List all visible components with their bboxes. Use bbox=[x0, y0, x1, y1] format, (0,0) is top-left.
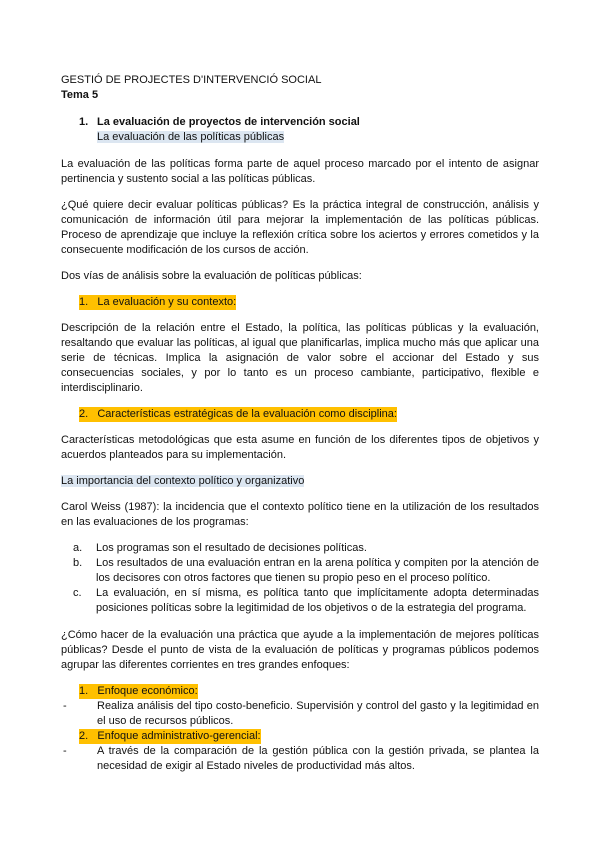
paragraph-2: ¿Qué quiere decir evaluar políticas públicas? Es la práctica integral de construcción, análisis y comunicación de información útil para mejorar la implementación de las políticas públicas. Proceso de aprendizaje que incluye la reflexión crítica sobre los aciertos y errores cometidos y la consecuente modificación de los cursos de acción. bbox=[61, 199, 539, 256]
paragraph-5: Características metodológicas que esta asume en función de los diferentes tipos de objetivos y acuerdos planteados para su implementación. bbox=[61, 434, 539, 461]
enfoque-1-desc-text: Realiza análisis del tipo costo-beneficio. Supervisión y control del gasto y la legitimidad en el uso de recursos públicos. bbox=[97, 700, 539, 727]
list-item bbox=[73, 586, 539, 616]
section-heading bbox=[79, 115, 539, 130]
list-item bbox=[73, 556, 539, 586]
dash-marker: - bbox=[63, 745, 67, 757]
document-content bbox=[61, 73, 539, 774]
subheading-1-wrap bbox=[97, 130, 539, 145]
weiss-list bbox=[61, 541, 539, 616]
list-text: La evaluación, en sí misma, es política tanto que implícitamente adopta determinadas posiciones políticas sobre la legitimidad de los objetivos o de la estrategia del programa. bbox=[96, 587, 539, 614]
paragraph-4: Descripción de la relación entre el Estado, la política, las políticas públicas y la evaluación, resaltando que evaluar las políticas, al igual que planificarlas, implica mucho más que aplicar una serie de técnicas. Implica la asignación de valor sobre el accionar del Estado y sus consecuencias sociales, y por lo tanto es un proceso cambiante, participativo, flexible e interdisciplinario. bbox=[61, 322, 539, 394]
via-1-number: 1. bbox=[79, 296, 89, 308]
list-marker: a. bbox=[73, 542, 83, 554]
list-marker: c. bbox=[73, 587, 82, 599]
enfoque-2-number: 2. bbox=[79, 730, 89, 742]
enfoque-1-number: 1. bbox=[79, 685, 89, 697]
enfoque-2-label bbox=[79, 729, 261, 744]
via-heading-1 bbox=[61, 295, 539, 310]
via-1-text: La evaluación y su contexto: bbox=[97, 296, 237, 308]
section-title: La evaluación de proyectos de intervención social bbox=[97, 116, 360, 128]
course-title: GESTIÓ DE PROJECTES D'INTERVENCIÓ SOCIAL bbox=[61, 74, 322, 86]
paragraph-3: Dos vías de análisis sobre la evaluación de políticas públicas: bbox=[61, 270, 362, 282]
paragraph-1: La evaluación de las políticas forma parte de aquel proceso marcado por el intento de asignar pertinencia y sustento social a las políticas públicas. bbox=[61, 158, 539, 185]
list-text: Los resultados de una evaluación entran en la arena política y compiten por la atención de los decisores con otros factores que tienen su propio peso en el proceso político. bbox=[96, 557, 539, 584]
subheading-2-wrap bbox=[61, 474, 539, 489]
subheading-1: La evaluación de las políticas públicas bbox=[97, 131, 285, 143]
via-heading-2 bbox=[61, 407, 539, 422]
enfoque-heading-1 bbox=[61, 684, 539, 699]
enfoque-1-text: Enfoque económico: bbox=[97, 685, 198, 697]
via-heading-2-label bbox=[79, 407, 397, 422]
enfoque-1-label bbox=[79, 684, 198, 699]
paragraph-6: Carol Weiss (1987): la incidencia que el contexto político tiene en la utilización de los resultados en las evaluaciones de los programas: bbox=[61, 501, 539, 528]
enfoque-1-description bbox=[61, 699, 539, 729]
dash-marker: - bbox=[63, 700, 67, 712]
via-2-number: 2. bbox=[79, 408, 89, 420]
enfoque-2-text: Enfoque administrativo-gerencial: bbox=[97, 730, 261, 742]
subheading-2: La importancia del contexto político y organizativo bbox=[61, 475, 305, 487]
section-number: 1. bbox=[79, 116, 89, 128]
via-2-text: Características estratégicas de la evaluación como disciplina: bbox=[97, 408, 397, 420]
list-marker: b. bbox=[73, 557, 83, 569]
enfoque-2-description bbox=[61, 744, 539, 774]
list-item bbox=[73, 541, 539, 556]
list-text: Los programas son el resultado de decisiones políticas. bbox=[96, 542, 367, 554]
enfoque-heading-2 bbox=[61, 729, 539, 744]
via-heading-1-label bbox=[79, 295, 236, 310]
enfoque-2-desc-text: A través de la comparación de la gestión pública con la gestión privada, se plantea la necesidad de exigir al Estado niveles de productividad más altos. bbox=[97, 745, 539, 772]
paragraph-7: ¿Cómo hacer de la evaluación una práctica que ayude a la implementación de mejores políticas públicas? Desde el punto de vista de la evaluación de políticas y programas públicos podemos agrupar las diferentes corrientes en tres grandes enfoques: bbox=[61, 629, 539, 671]
topic-label: Tema 5 bbox=[61, 89, 99, 101]
